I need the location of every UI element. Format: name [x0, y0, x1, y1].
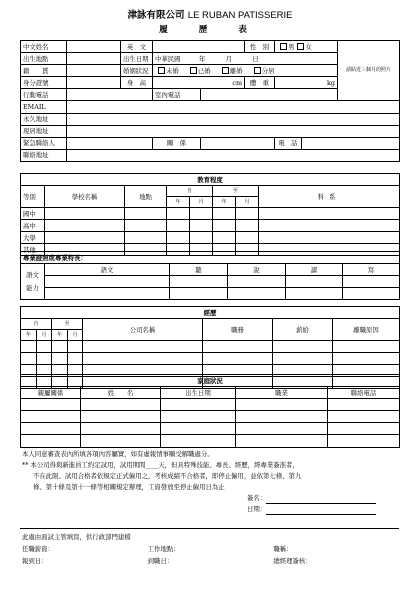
exp-from-header: 自	[21, 319, 52, 330]
edu-level: 其他	[21, 244, 45, 256]
read-header: 讀	[286, 264, 343, 276]
label-english: 英 文	[121, 41, 153, 53]
edu-row[interactable]	[21, 232, 400, 244]
label-emergency: 緊急聯絡人	[21, 137, 67, 149]
declaration-line: 不在此限。試用合格者依規定正式僱用之，考核成績不合格者，即停止僱用，並依第七條、第九	[33, 472, 302, 480]
arrive-date-field[interactable]: 到職日：	[147, 557, 174, 565]
edu-school-header: 學校名稱	[45, 186, 125, 208]
edu-to-year: 年	[213, 197, 236, 208]
report-date-field[interactable]: 報到日：	[22, 557, 48, 565]
edu-row[interactable]	[21, 208, 400, 220]
input-emergency[interactable]	[67, 137, 153, 149]
personal-info-table	[20, 40, 400, 162]
label-mobile: 行動電話	[21, 89, 67, 101]
input-weight[interactable]: kg	[275, 77, 338, 89]
family-job-header: 職業	[236, 387, 328, 399]
exp-row[interactable]	[21, 353, 400, 365]
edu-level: 國中	[21, 208, 45, 220]
label-weight: 體 重	[245, 77, 275, 89]
exp-reason-header: 離職原因	[333, 319, 400, 341]
edu-from-month: 月	[190, 197, 213, 208]
input-perm-address[interactable]	[67, 113, 400, 125]
label-height: 身 高	[121, 77, 153, 89]
input-home-phone[interactable]	[201, 89, 338, 101]
lang-row[interactable]	[21, 276, 400, 288]
edu-to-header: 至	[213, 186, 259, 197]
lang-row[interactable]	[21, 288, 400, 300]
label-home-phone: 室內電話	[153, 89, 201, 101]
edu-level-header: 等別	[21, 186, 45, 208]
label-email: EMAIL	[21, 101, 67, 113]
office-note: 此處由面試主管填寫，供行政部門建檔	[22, 533, 131, 541]
label-id: 身分證號	[21, 77, 67, 89]
family-row[interactable]	[21, 423, 400, 435]
input-mobile[interactable]	[67, 89, 153, 101]
input-chinese-name[interactable]	[67, 41, 121, 53]
education-table	[20, 173, 400, 256]
write-header: 寫	[343, 264, 400, 276]
experience-title: 經歷	[21, 307, 400, 319]
declaration	[22, 449, 398, 515]
edu-to-month: 月	[236, 197, 259, 208]
education-title: 教育程度	[21, 174, 400, 186]
gender-options[interactable]: 男 女	[275, 41, 338, 53]
speak-header: 說	[228, 264, 286, 276]
salary-field[interactable]: 任職薪資：	[22, 545, 54, 553]
family-title: 家庭狀況	[21, 375, 400, 387]
exp-to-year: 年	[52, 330, 68, 341]
edu-row[interactable]	[21, 220, 400, 232]
label-gender: 性 別	[245, 41, 275, 53]
exp-to-header: 至	[52, 319, 83, 330]
exp-from-year: 年	[21, 330, 37, 341]
label-birthplace: 出生地點	[21, 53, 67, 65]
work-place-field[interactable]: 工作地點：	[147, 545, 180, 553]
input-native[interactable]	[67, 65, 121, 77]
exp-salary-header: 薪給	[273, 319, 333, 341]
family-row[interactable]	[21, 435, 400, 447]
input-relation[interactable]	[201, 137, 275, 149]
company-title: 津詠有限公司 LE RUBAN PATISSERIE	[127, 10, 293, 21]
input-birthplace[interactable]	[67, 53, 121, 65]
photo-box[interactable]: 請貼近三個月的照片	[338, 41, 400, 101]
office-use-section	[20, 528, 399, 567]
label-curr-address: 現居地址	[21, 125, 67, 137]
date-field[interactable]: 日期：	[22, 504, 398, 515]
input-id[interactable]	[67, 77, 121, 89]
exp-company-header: 公司名稱	[83, 319, 203, 341]
exp-row[interactable]	[21, 341, 400, 353]
label-perm-address: 永久地址	[21, 113, 67, 125]
listen-header: 聽	[170, 264, 228, 276]
marital-options[interactable]: 未婚 已婚 離婚 分居	[153, 65, 338, 77]
input-birth-date[interactable]: 中華民國 年 月 日	[153, 53, 338, 65]
label-birth-date: 出生日期	[121, 53, 153, 65]
lang-header: 語文	[45, 264, 170, 276]
edu-location-header: 地點	[125, 186, 167, 208]
family-row[interactable]	[21, 411, 400, 423]
input-curr-address[interactable]	[67, 125, 400, 137]
family-relation-header: 親屬關係	[21, 387, 81, 399]
edu-level: 高中	[21, 220, 45, 232]
exp-from-month: 月	[37, 330, 52, 341]
family-name-header: 姓 名	[81, 387, 161, 399]
edu-from-header: 自	[167, 186, 213, 197]
label-marital: 婚姻狀況	[121, 65, 153, 77]
family-birth-header: 出生日期	[161, 387, 236, 399]
edu-from-year: 年	[167, 197, 190, 208]
manager-approval-field[interactable]: 總經理簽核：	[273, 557, 312, 565]
exp-to-month: 月	[68, 330, 83, 341]
skills-table	[20, 251, 400, 300]
label-relation: 關 係	[153, 137, 201, 149]
label-chinese-name: 中文姓名	[21, 41, 67, 53]
language-ability-label: 語文 能力	[21, 264, 45, 300]
declaration-line: ** 本公司得與新進員工約定試用，試用期間____天，但具特殊技能、專長、經歷，經專業簽准者，	[22, 461, 299, 469]
family-row[interactable]	[21, 399, 400, 411]
label-native: 籍 貫	[21, 65, 67, 77]
label-contact-address: 聯絡地址	[21, 149, 67, 161]
input-email[interactable]	[67, 101, 400, 113]
family-table	[20, 374, 400, 448]
declaration-line: 本人同意審查表內所填各項內容屬實，如有虛報情事願受解職處分。	[22, 450, 214, 458]
form-title: 履 歷 表	[159, 25, 261, 35]
edu-major-header: 科系	[259, 186, 400, 208]
skills-title: 專業證照或專業特長：	[21, 252, 400, 264]
input-phone[interactable]	[302, 137, 400, 149]
exp-position-header: 職務	[203, 319, 273, 341]
edu-level: 大學	[21, 232, 45, 244]
post-field[interactable]: 職稱：	[273, 545, 293, 553]
input-height[interactable]: cm	[153, 77, 245, 89]
label-phone: 電 話	[275, 137, 302, 149]
signature-field[interactable]: 簽名：	[22, 493, 398, 504]
family-phone-header: 聯絡電話	[328, 387, 400, 399]
declaration-line: 條、第十條及第十一條等相關規定辦理，工資發放至停止僱用日為止	[33, 483, 225, 491]
input-english[interactable]	[153, 41, 245, 53]
input-contact-address[interactable]	[67, 149, 400, 161]
